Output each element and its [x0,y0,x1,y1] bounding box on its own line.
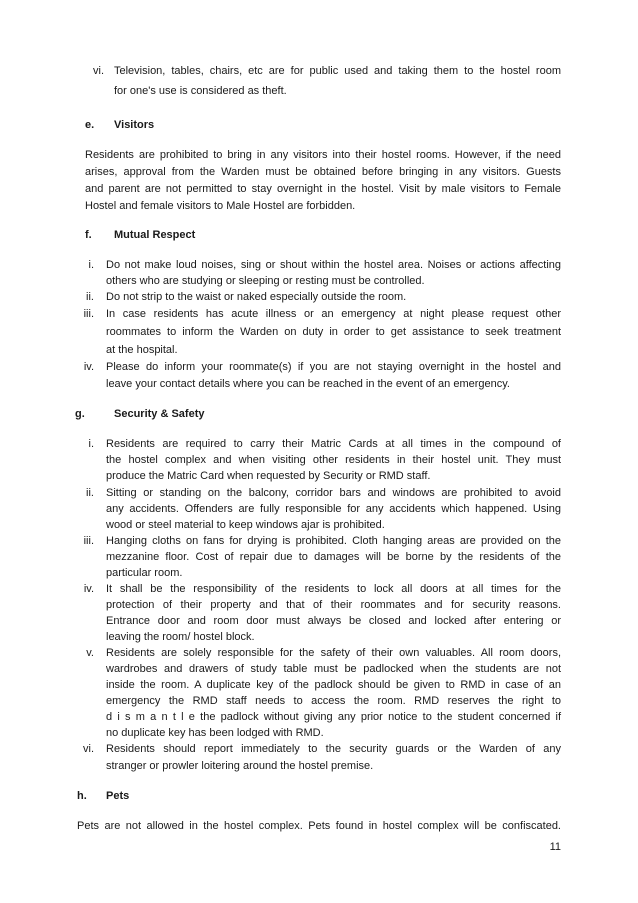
list-number: vi. [93,65,104,77]
list-item-text: Television, tables, chairs, etc are for public used and taking them to the hostel room [114,65,561,77]
section-heading: Pets [106,790,130,802]
list-number: iii. [83,535,94,547]
list-item-text: Do not make loud noises, sing or shout within the hostel area. Noises or actions affecting [106,259,561,271]
list-item-text: for one's use is considered as theft. [114,85,287,97]
list-item-text: emergency the RMD staff needs to access the room. RMD reserves the right to [106,695,561,707]
list-item-text: Entrance door and room door must always be closed and locked after entering or [106,615,561,627]
list-item-text: leaving the room/ hostel block. [106,631,255,643]
section-heading: Visitors [114,119,155,131]
paragraph-line: Hostel and female visitors to Male Hostel are forbidden. [85,200,356,212]
list-item-text: particular room. [106,567,183,579]
list-item-text: d i s m a n t l e the padlock without giving any prior notice to the student concerned if [106,711,561,723]
list-number: v. [86,647,94,659]
list-item-text: no duplicate key has been lodged with RMD. [106,727,324,739]
list-item-text: at the hospital. [106,344,178,356]
list-number: iv. [83,361,94,373]
list-number: ii. [86,291,94,303]
page-number: 11 [549,841,561,853]
list-item-text: Hanging cloths on fans for drying is prohibited. Cloth hanging areas are provided on the [106,535,561,547]
section-heading: Mutual Respect [114,229,196,241]
list-item-text: It shall be the responsibility of the residents to lock all doors at all times for the [106,583,561,595]
section-heading: Security & Safety [114,408,205,420]
list-item-text: mezzanine floor. Cost of repair due to damages will be borne by the residents of the [106,551,561,563]
list-number: i. [88,259,94,271]
list-item-text: wardrobes and drawers of study table must be padlocked when the students are not [106,663,561,675]
section-letter: e. [85,119,95,131]
list-item-text: Residents should report immediately to the security guards or the Warden of any [106,743,561,755]
list-item-text: Residents are required to carry their Matric Cards at all times in the compound of [106,438,561,450]
list-item-text: Please do inform your roommate(s) if you are not staying overnight in the hostel and [106,361,561,373]
list-item-text: others who are studying or sleeping or resting must be controlled. [106,275,425,287]
list-item-text: the hostel complex and when visiting other residents in their hostel unit. They must [106,454,561,466]
list-item-text: stranger or prowler loitering around the hostel premise. [106,760,374,772]
section-letter: f. [85,229,92,241]
list-item-text: wood or steel material to keep windows ajar is prohibited. [106,519,385,531]
section-letter: g. [75,408,85,420]
list-item-text: leave your contact details where you can be reached in the event of an emergency. [106,378,510,390]
list-item-text: Residents are solely responsible for the safety of their own valuables. All room doors, [106,647,561,659]
paragraph-line: Pets are not allowed in the hostel complex. Pets found in hostel complex will be confiscated. [77,820,561,832]
section-letter: h. [77,790,87,802]
list-item-text: In case residents has acute illness or an emergency at night please request other [106,308,561,320]
list-number: vi. [83,743,94,755]
paragraph-line: arises, approval from the Warden must be obtained before bringing in any visitors. Guests [85,166,561,178]
list-item-text: inside the room. A duplicate key of the padlock should be given to RMD in case of an [106,679,561,691]
list-number: i. [88,438,94,450]
list-number: ii. [86,487,94,499]
paragraph-line: and parent are not permitted to stay overnight in the hostel. Visit by male visitors to Female [85,183,561,195]
list-item-text: Do not strip to the waist or naked especially outside the room. [106,291,407,303]
paragraph-line: Residents are prohibited to bring in any visitors into their hostel rooms. However, if the need [85,149,561,161]
list-item-text: produce the Matric Card when requested by Security or RMD staff. [106,470,431,482]
list-number: iv. [83,583,94,595]
list-item-text: roommates to inform the Warden on duty in order to get assistance to seek treatment [106,326,561,338]
list-item-text: protection of their property and that of their roommates and for security reasons. [106,599,561,611]
list-item-text: Sitting or standing on the balcony, corridor bars and windows are prohibited to avoid [106,487,561,499]
list-number: iii. [83,308,94,320]
list-item-text: any accidents. Offenders are fully responsible for any accidents which happened. Using [106,503,561,515]
